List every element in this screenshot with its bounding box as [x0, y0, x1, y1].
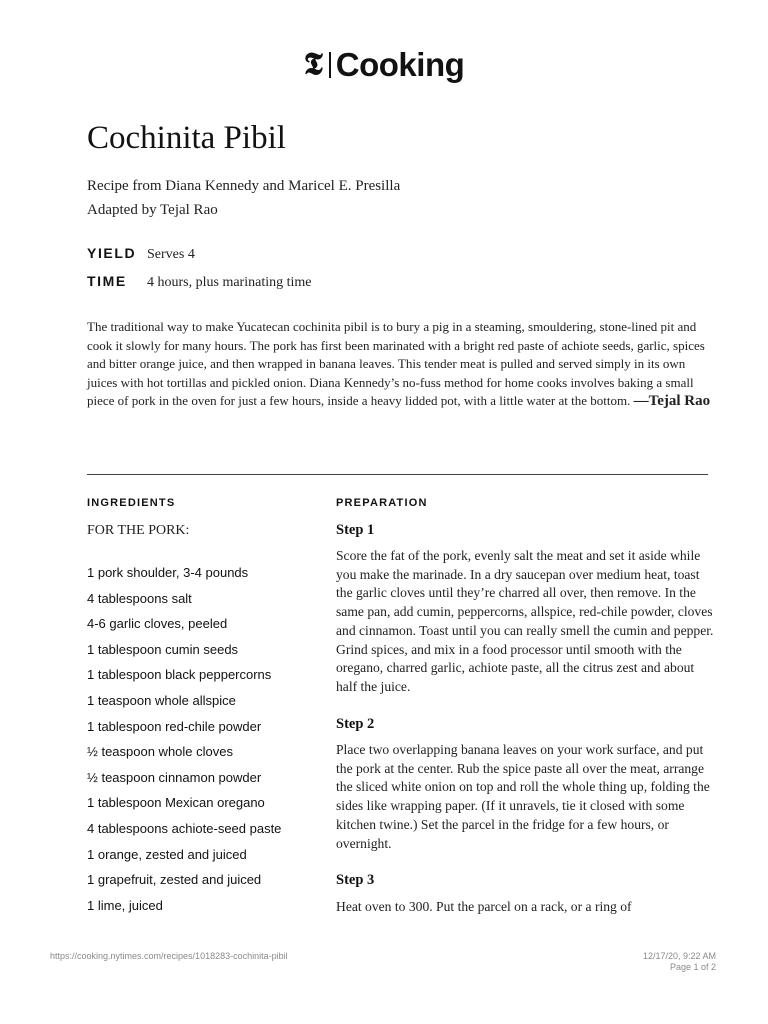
ingredient-item: ½ teaspoon cinnamon powder	[87, 769, 262, 785]
preparation-heading: PREPARATION	[336, 497, 428, 509]
ingredient-item: 4-6 garlic cloves, peeled	[87, 616, 228, 632]
yield-value: Serves 4	[147, 247, 195, 262]
ingredient-item: 1 grapefruit, zested and juiced	[87, 872, 262, 888]
recipe-title: Cochinita Pibil	[87, 120, 286, 156]
ingredients-heading: INGREDIENTS	[87, 497, 176, 509]
step-2-title: Step 2	[336, 716, 375, 732]
intro-text: The traditional way to make Yucatecan cochinita pibil is to bury a pig in a steaming, smouldering, stone-lined pit and cook it slowly for many hours. The pork has first been marinated with a bright red paste of achiote seeds, garlic, spices and bitter orange juice, and then wrapped in banana leaves. This tender meat is pulled and served simply in its own juices with hot tortillas and pickled onion. Diana Kennedy’s no-fuss method for home cooks involves baking a small piece of pork in the oven for just a few hours, inside a heavy lidded pot, with a little water at the bottom.	[87, 319, 705, 409]
footer-page-number: Page 1 of 2	[669, 962, 716, 972]
step-1-title: Step 1	[336, 522, 375, 538]
ingredient-item: 1 teaspoon whole allspice	[87, 692, 236, 708]
recipe-adapted-by: Adapted by Tejal Rao	[87, 202, 218, 218]
ingredient-item: 4 tablespoons achiote-seed paste	[87, 820, 282, 836]
time-label: TIME	[87, 273, 127, 289]
recipe-yield	[87, 245, 195, 263]
ingredient-item: 1 tablespoon red-chile powder	[87, 718, 262, 734]
ingredient-item: 1 tablespoon Mexican oregano	[87, 795, 265, 811]
ingredient-list	[87, 565, 317, 923]
section-divider	[87, 474, 708, 475]
nyt-cooking-logo[interactable]	[0, 48, 768, 81]
ingredient-item: 1 tablespoon black peppercorns	[87, 667, 272, 683]
footer-url-link[interactable]: https://cooking.nytimes.com/recipes/1018283-cochinita-pibil	[50, 951, 288, 961]
ingredient-section-label: FOR THE PORK:	[87, 523, 190, 538]
footer-print-date: 12/17/20, 9:22 AM	[642, 951, 716, 961]
logo-wordmark: Cooking	[335, 46, 465, 83]
ingredient-item: 1 tablespoon cumin seeds	[87, 641, 239, 657]
ingredient-item: 1 pork shoulder, 3-4 pounds	[87, 565, 249, 580]
ingredient-item: 1 lime, juiced	[87, 897, 163, 913]
yield-label: YIELD	[87, 245, 137, 261]
ingredient-item: 4 tablespoons salt	[87, 590, 192, 606]
step-2-text: Place two overlapping banana leaves on your work surface, and put the pork at the center. Rub the spice paste all over the meat, arrange the sliced white onion on top and roll the whole thing up, folding the sides like wrapping paper. (If it unravels, tie it closed with some kitchen twine.) Set the parcel in the fridge for a few hours, or overnight.	[336, 742, 710, 851]
intro-author-signature: —Tejal Rao	[633, 393, 711, 410]
step-3-title: Step 3	[336, 872, 375, 888]
nyt-t-logo-icon: 𝕿	[303, 46, 323, 82]
step-3-text: Heat oven to 300. Put the parcel on a rack, or a ring of	[336, 899, 632, 914]
recipe-source-credit: Recipe from Diana Kennedy and Maricel E. Presilla	[87, 178, 401, 194]
logo-divider	[329, 52, 331, 78]
time-value: 4 hours, plus marinating time	[147, 275, 312, 290]
ingredient-item: ½ teaspoon whole cloves	[87, 744, 233, 760]
recipe-time	[87, 273, 311, 291]
step-1-text: Score the fat of the pork, evenly salt the meat and set it aside while you make the marinade. In a dry saucepan over medium heat, toast the garlic cloves until they’re charred all over, then remove. In the same pan, add cumin, peppercorns, allspice, red-chile powder, cloves and cinnamon. Toast until you can really smell the cumin and pepper. Grind spices, and mix in a food processor until smooth with the oregano, charred garlic, achiote paste, all the citrus zest and about half the juice.	[336, 548, 714, 694]
ingredient-item: 1 orange, zested and juiced	[87, 846, 247, 862]
recipe-introduction	[87, 318, 711, 411]
